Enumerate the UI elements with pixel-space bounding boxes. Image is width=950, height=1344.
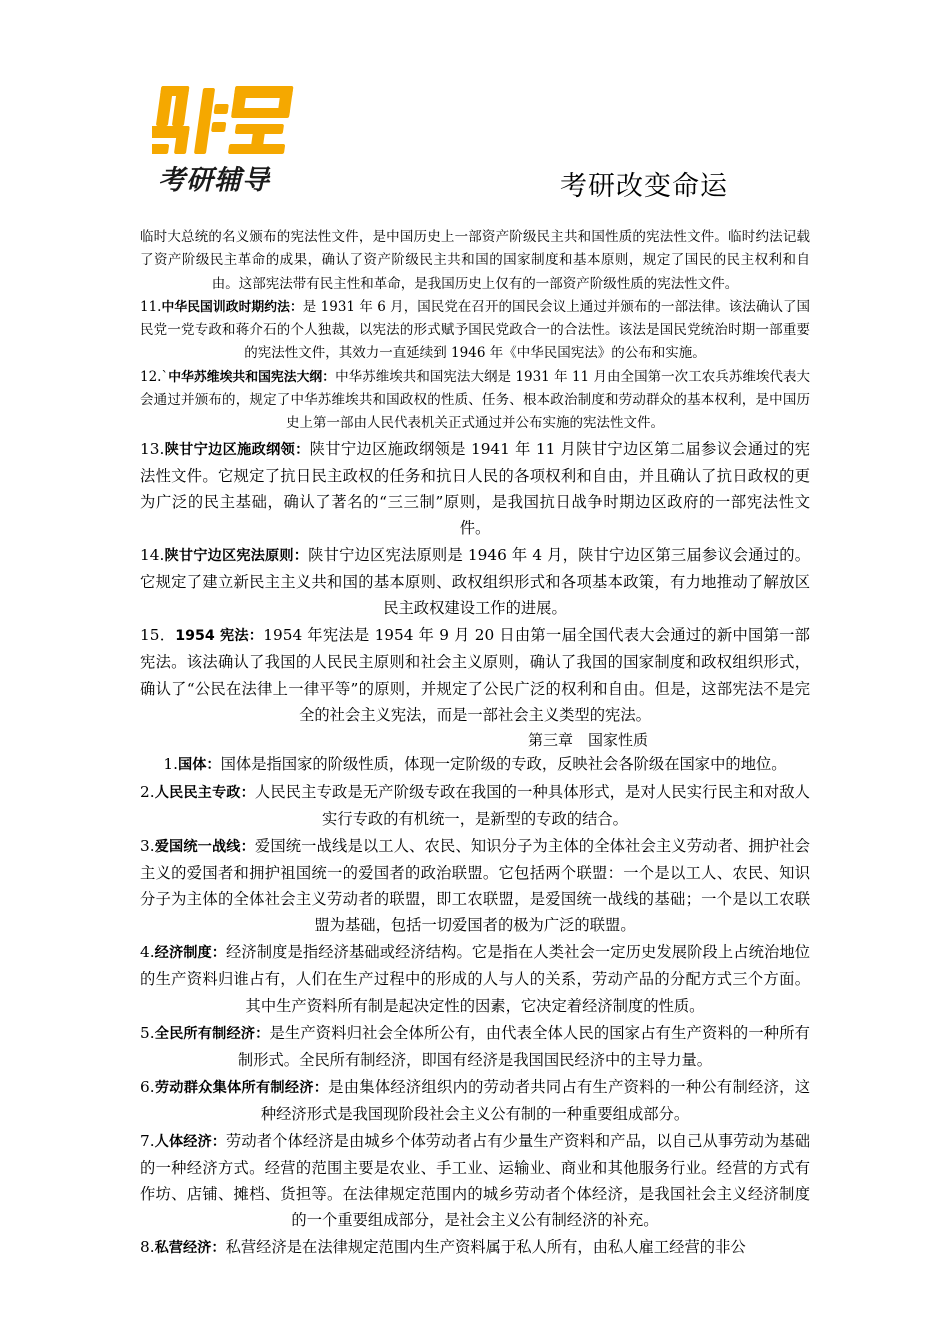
paragraph-number: 12.` [140, 368, 169, 385]
paragraph-term: 人民民主专政： [154, 784, 255, 801]
paragraph-body: 临时大总统的名义颁布的宪法性文件，是中国历史上一部资产阶级民主共和国性质的宪法性文件。临时约法记载了资产阶级民主革命的成果，确认了资产阶级民主共和国的国家制度和基本原则，规定了国民的民主权利和自由。这部宪法带有民主性和革命，是我国历史上仅有的一部资产阶级性质的宪法性文件。 [140, 229, 810, 292]
paragraph-body: 中华苏维埃共和国宪法大纲是 1931 年 11 月由全国第一次工农兵苏维埃代表大会通过并颁布的，规定了中华苏维埃共和国政权的性质、任务、根本政治制度和劳动群众的基本权利，是中国历史上第一部由人民代表机关正式通过并公布实施的宪法性文件。 [140, 368, 811, 432]
paragraph-term: 爱国统一战线： [154, 838, 255, 855]
definition-5 [140, 1020, 810, 1073]
paragraph-term: 陕甘宁边区施政纲领： [164, 441, 310, 458]
paragraph-number: 7. [140, 1132, 155, 1151]
paragraph-term: 人体经济： [154, 1134, 226, 1151]
paragraph-term: 陕甘宁边区宪法原则： [164, 548, 309, 565]
paragraph-number: 15． [140, 626, 176, 645]
paragraph-term: 私营经济： [154, 1240, 226, 1257]
paragraph-body: 人民民主专政是无产阶级专政在我国的一种具体形式，是对人民实行民主和对敌人实行专政的有机统一，是新型的专政的结合。 [254, 782, 810, 828]
paragraph-number: 4. [140, 943, 155, 962]
paragraph-term: 1954 宪法： [175, 628, 264, 645]
paragraph-term: 全民所有制经济： [154, 1025, 270, 1042]
definition-3 [140, 833, 810, 938]
paragraph-body: 爱国统一战线是以工人、农民、知识分子为主体的全体社会主义劳动者、拥护社会主义的爱国者和拥护祖国统一的爱国者的政治联盟。它包括两个联盟：一个是以工人、农民、知识分子为主体的全体社会主义劳动者的联盟，即工农联盟，是爱国统一战线的基础；一个是以工农联盟为基础，包括一切爱国者的极为广泛的联盟。 [140, 836, 810, 935]
paragraph-term: 中华民国训政时期约法： [161, 299, 303, 315]
document-body [140, 226, 810, 1262]
definition-7 [140, 1128, 810, 1233]
chapter-title: 第三章 国家性质 [528, 730, 649, 749]
definition-2 [140, 779, 810, 832]
paragraph-body: 是生产资料归社会全体所公有，由代表全体人民的国家占有生产资料的一种所有制形式。全民所有制经济，即国有经济是我国国民经济中的主导力量。 [237, 1023, 810, 1069]
paragraph-10-cont [140, 226, 810, 296]
paragraph-14 [140, 542, 810, 621]
paragraph-body: 是 1931 年 6 月，国民党在召开的国民会议上通过并颁布的一部法律。该法确认了国民党一党专政和蒋介石的个人独裁，以宪法的形式赋予国民党政合一的合法性。该法是国民党统治时期一部重要的宪法性文件，其效力一直延续到 1946 年《中华民国宪法》的公布和实施。 [140, 298, 810, 362]
paragraph-15 [140, 622, 810, 727]
paragraph-13 [140, 436, 810, 541]
kaicheng-logo-mark [152, 82, 300, 158]
paragraph-term: 国体： [178, 756, 221, 773]
paragraph-number: 11. [140, 298, 162, 315]
slogan: 考研改变命运 [560, 171, 728, 202]
paragraph-number: 5. [140, 1023, 155, 1042]
paragraph-term: 经济制度： [154, 945, 226, 962]
paragraph-body: 国体是指国家的阶级性质，体现一定阶级的专政，反映社会各阶级在国家中的地位。 [220, 754, 787, 773]
definition-8 [140, 1234, 810, 1261]
paragraph-11 [140, 296, 810, 366]
paragraph-body: 陕甘宁边区施政纲领是 1941 年 11 月陕甘宁边区第二届参议会通过的宪法性文件。它规定了抗日民主政权的任务和抗日人民的各项权利和自由，并且确认了抗日政权的更为广泛的民主基础，确认了著名的“三三制”原则，是我国抗日战争时期边区政府的一部宪法性文件。 [140, 439, 810, 537]
paragraph-number: 13. [140, 439, 165, 458]
paragraph-number: 8. [140, 1238, 155, 1257]
definition-6 [140, 1074, 810, 1127]
kaicheng-logo [152, 82, 302, 197]
paragraph-body: 经济制度是指经济基础或经济结构。它是指在人类社会一定历史发展阶段上占统治地位的生产资料归谁占有，人们在生产过程中的形成的人与人的关系，劳动产品的分配方式三个方面。其中生产资料所有制是起决定性的因素，它决定着经济制度的性质。 [140, 943, 810, 1015]
paragraph-body: 陕甘宁边区宪法原则是 1946 年 4 月，陕甘宁边区第三届参议会通过的。它规定了建立新民主主义共和国的基本原则、政权组织形式和各项基本政策，有力地推动了解放区民主政权建设工作的进展。 [140, 546, 810, 618]
paragraph-number: 14. [140, 546, 165, 565]
paragraph-12 [140, 366, 810, 436]
logo-subtitle: 考研辅导 [158, 165, 270, 196]
definition-4 [140, 939, 810, 1018]
paragraph-body: 1954 年宪法是 1954 年 9 月 20 日由第一届全国代表大会通过的新中国第一部宪法。该法确认了我国的人民民主原则和社会主义原则，确认了我国的国家制度和政权组织形式，确认了“公民在法律上一律平等”的原则，并规定了公民广泛的权利和自由。但是，这部宪法不是完全的社会主义宪法，而是一部社会主义类型的宪法。 [140, 626, 810, 724]
paragraph-number: 3. [140, 836, 155, 855]
paragraph-number: 2. [140, 782, 155, 801]
paragraph-body: 私营经济是在法律规定范围内生产资料属于私人所有，由私人雇工经营的非公 [225, 1238, 746, 1257]
paragraph-number: 6. [140, 1077, 155, 1096]
paragraph-body: 劳动者个体经济是由城乡个体劳动者占有少量生产资料和产品，以自己从事劳动为基础的一种经济方式。经营的范围主要是农业、手工业、运输业、商业和其他服务行业。经营的方式有作坊、店铺、摊档、货担等。在法律规定范围内的城乡劳动者个体经济，是我国社会主义经济制度的一个重要组成部分，是社会主义公有制经济的补充。 [140, 1132, 810, 1230]
paragraph-term: 中华苏维埃共和国宪法大纲： [168, 369, 336, 385]
paragraph-term: 劳动群众集体所有制经济： [154, 1079, 329, 1096]
definition-1 [140, 751, 810, 778]
paragraph-body: 是由集体经济组织内的劳动者共同占有生产资料的一种公有制经济，这种经济形式是我国现阶段社会主义公有制的一种重要组成部分。 [260, 1077, 810, 1123]
paragraph-number: 1. [163, 754, 179, 773]
